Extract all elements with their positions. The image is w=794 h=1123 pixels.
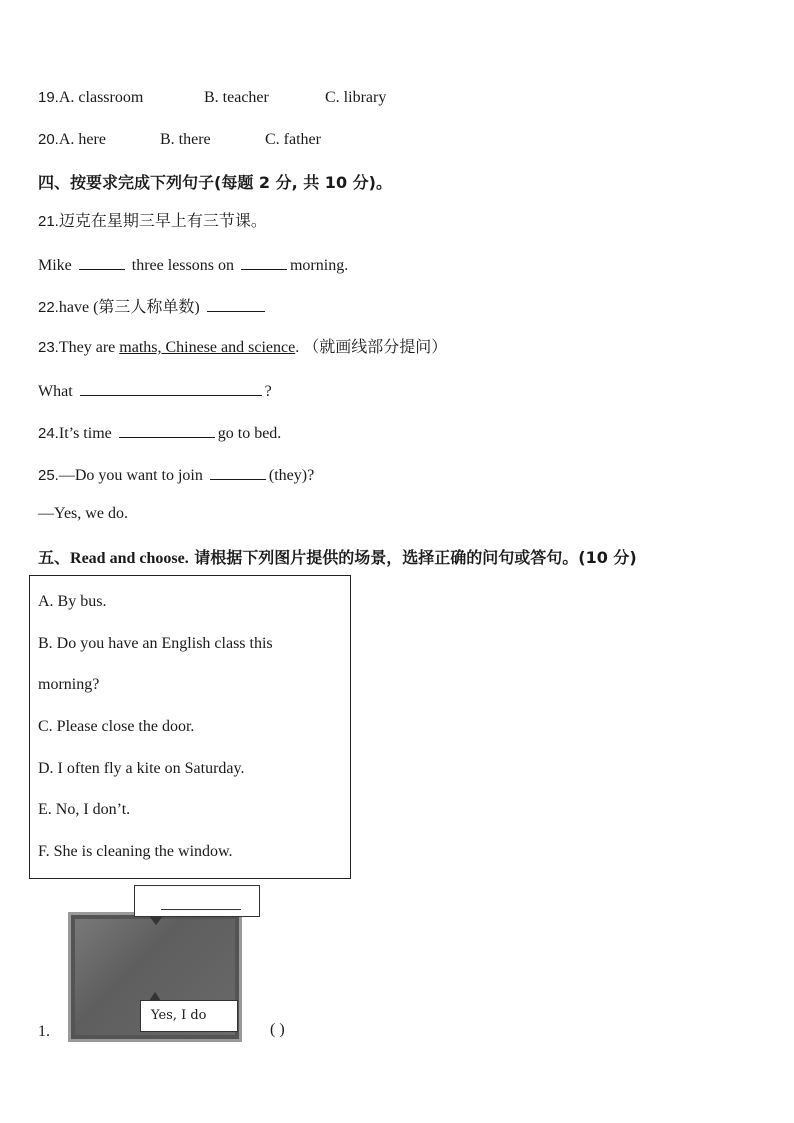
- answer-parentheses[interactable]: ( ): [270, 1021, 285, 1038]
- section-4-heading: 四、按要求完成下列句子(每题 2 分, 共 10 分)。: [38, 173, 392, 192]
- question-number: 25.: [38, 467, 59, 484]
- answer-blank[interactable]: [119, 422, 215, 438]
- option-d: D. I often fly a kite on Saturday.: [38, 760, 245, 777]
- empty-speech-bubble: [134, 885, 260, 917]
- answer-blank[interactable]: [80, 380, 262, 396]
- question-number: 20.: [38, 131, 59, 148]
- bubble-tail: [149, 992, 161, 1001]
- question-21-sentence: [38, 254, 348, 276]
- question-23: [38, 338, 447, 358]
- options-box: [29, 575, 351, 879]
- answer-blank[interactable]: [241, 254, 287, 270]
- bubble-tail: [149, 916, 163, 925]
- chinese-prompt: 迈克在星期三早上有三节课。: [58, 213, 267, 230]
- question-19: [38, 88, 387, 108]
- underlined-part: maths, Chinese and science: [119, 339, 296, 356]
- sentence-part: (they)?: [268, 467, 315, 484]
- question-number: 19.: [38, 89, 59, 106]
- option-a: A. By bus.: [38, 593, 107, 610]
- sentence-part: . （就画线部分提问）: [295, 339, 448, 356]
- sentence-part: —Do you want to join: [58, 467, 203, 484]
- question-number: 21.: [38, 213, 59, 230]
- sentence-part: They are: [58, 339, 120, 356]
- picture-1-number: 1.: [38, 1023, 50, 1040]
- section-instruction: 请根据下列图片提供的场景，选择正确的问句或答句。(10 分): [188, 548, 637, 567]
- option-e: E. No, I don’t.: [38, 801, 131, 818]
- question-23-answer: [38, 380, 272, 402]
- option-c: C. Please close the door.: [38, 718, 195, 735]
- sentence-part: Mike: [38, 257, 72, 274]
- option-b-cont: morning?: [38, 676, 100, 693]
- section-title-en: Read and choose.: [70, 550, 189, 567]
- sentence-part: It’s time: [58, 425, 112, 442]
- question-number: 24.: [38, 425, 59, 442]
- answer-blank[interactable]: [210, 464, 266, 480]
- option-b: B. there: [160, 131, 211, 148]
- sentence-part: ?: [264, 383, 272, 400]
- question-21-prompt: [38, 212, 267, 232]
- question-22: [38, 296, 268, 318]
- option-a: A. here: [58, 131, 106, 148]
- section-number: 五、: [38, 548, 71, 567]
- section-5-heading: [38, 545, 637, 568]
- answer-blank[interactable]: [207, 296, 265, 312]
- question-24: [38, 422, 281, 444]
- option-b: B. Do you have an English class this: [38, 635, 273, 652]
- option-c: C. father: [265, 131, 321, 148]
- question-number: 23.: [38, 339, 59, 356]
- answer-line[interactable]: [161, 909, 241, 910]
- answer-blank[interactable]: [79, 254, 125, 270]
- reply-speech-bubble: [140, 1000, 238, 1032]
- bubble-text: Yes, I do: [151, 1008, 207, 1023]
- sentence-part: What: [38, 383, 73, 400]
- question-20: [38, 130, 321, 150]
- sentence-part: go to bed.: [217, 425, 282, 442]
- sentence-part: three lessons on: [131, 257, 234, 274]
- question-number: 22.: [38, 299, 59, 316]
- question-25-reply: —Yes, we do.: [38, 505, 128, 522]
- sentence-part: morning.: [289, 257, 349, 274]
- question-text: have (第三人称单数): [58, 299, 200, 316]
- question-25: [38, 464, 314, 486]
- option-c: C. library: [325, 89, 387, 106]
- option-b: B. teacher: [204, 89, 269, 106]
- option-a: A. classroom: [58, 89, 144, 106]
- option-f: F. She is cleaning the window.: [38, 843, 233, 860]
